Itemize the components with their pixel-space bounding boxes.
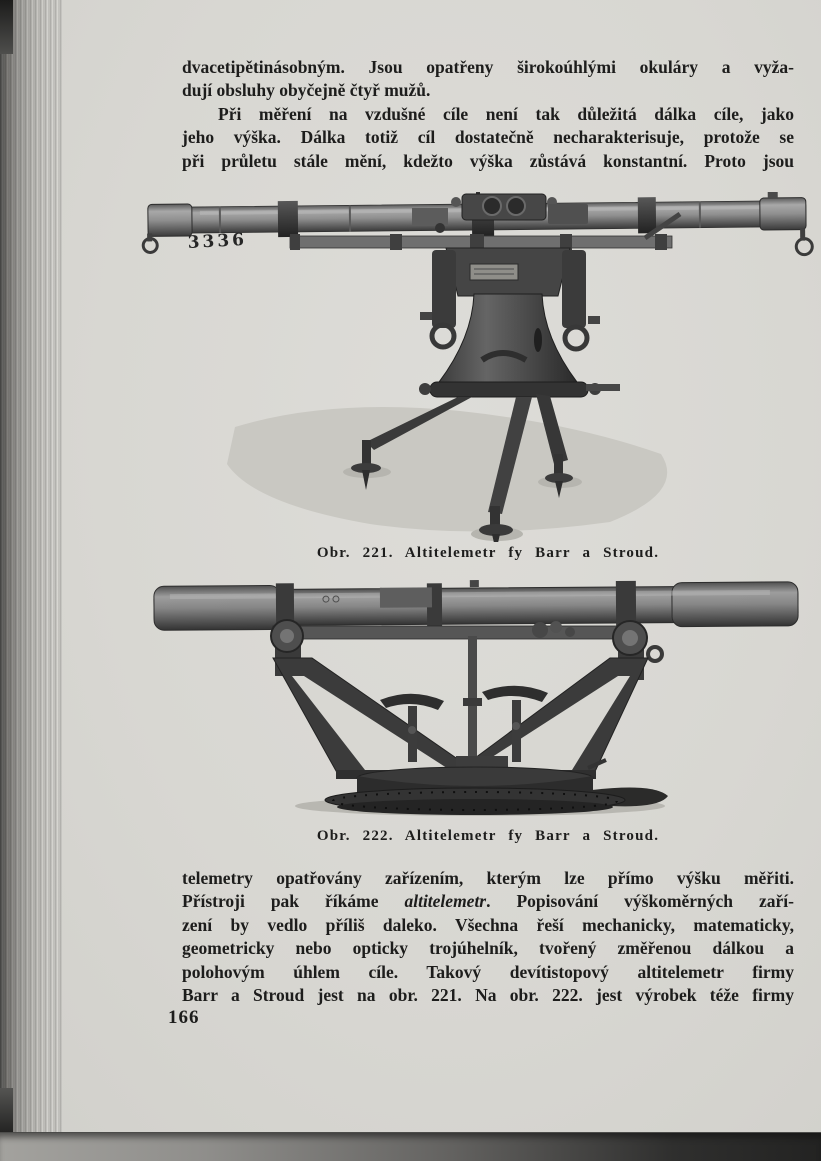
paragraph-top xyxy=(182,56,794,173)
adjustment-wheel-right xyxy=(565,327,587,349)
figure-221-caption: Obr. 221. Altitelemetr fy Barr a Stroud. xyxy=(182,545,794,562)
page-number: 166 xyxy=(168,1007,200,1029)
a-frame-left xyxy=(273,658,488,779)
tube-clamp-right xyxy=(638,197,656,233)
figure-222 xyxy=(140,578,820,823)
binding-corner-bottom xyxy=(0,1088,13,1132)
text-segment: Přístroji pak říkáme xyxy=(182,891,378,911)
text-line: Barr a Stroud jest na obr. 221. Na obr. 222. jest výrobek téže firmy xyxy=(182,984,794,1007)
figure-222-caption: Obr. 222. Altitelemetr fy Barr a Stroud. xyxy=(182,828,794,845)
maker-plate xyxy=(470,264,518,280)
text-line: jeho výška. Dálka totiž cíl dostatečně necharakterisuje, protože se xyxy=(182,126,794,149)
tube-right-eyepiece xyxy=(760,198,806,230)
text-line: telemetry opatřovány zařízením, kterým lze přímo výšku měřiti. xyxy=(182,867,794,890)
text-line: Při měření na vzdušné cíle není tak důležitá dálka cíle, jako xyxy=(182,103,794,126)
paragraph-bottom xyxy=(182,867,794,1007)
text-line: geometricky nebo opticky trojúhelník, tvořený změřenou dálkou a xyxy=(182,937,794,960)
tube-clamp-left xyxy=(278,201,298,237)
yoke-arm-right xyxy=(562,250,586,328)
binding-corner-top xyxy=(0,0,13,54)
tube-left-eyepiece xyxy=(148,204,192,236)
main-tube xyxy=(154,578,798,632)
text-line: zení by vedlo příliš daleko. Všechna řeší mechanicky, matematicky, xyxy=(182,914,794,937)
yoke-arm-left xyxy=(432,250,456,328)
hanging-ring-right xyxy=(796,239,812,255)
page-stack-edges xyxy=(0,0,62,1132)
figure-221-photo xyxy=(140,192,820,542)
italic-term: altitelemetr xyxy=(404,891,486,911)
photo-annotation-number: 3336 xyxy=(187,230,247,253)
text-line xyxy=(182,890,794,913)
ground-shadow xyxy=(227,407,667,541)
text-line: polohovým úhlem cíle. Takový devítistopový altitelemetr firmy xyxy=(182,961,794,984)
leg-clamp-ring xyxy=(430,382,588,397)
tube-right-end xyxy=(672,582,798,627)
scanner-background xyxy=(0,1132,821,1161)
text-segment: . Popisování výškoměrných zaří- xyxy=(486,891,794,911)
figure-222-photo xyxy=(140,578,820,823)
figure-221 xyxy=(140,192,820,542)
text-line: dvacetipětinásobným. Jsou opatřeny širokoúhlými okuláry a vyža- xyxy=(182,56,794,79)
elevation-crank xyxy=(648,647,662,661)
tube-left-end xyxy=(154,585,280,630)
text-line: při průletu stále mění, kdežto výška zůstává konstantní. Proto jsou xyxy=(182,150,794,173)
text-line: dují obsluhy obyčejně čtyř mužů. xyxy=(182,79,794,102)
adjustment-wheel-left xyxy=(432,325,454,347)
tube-center-fitting xyxy=(380,587,432,607)
